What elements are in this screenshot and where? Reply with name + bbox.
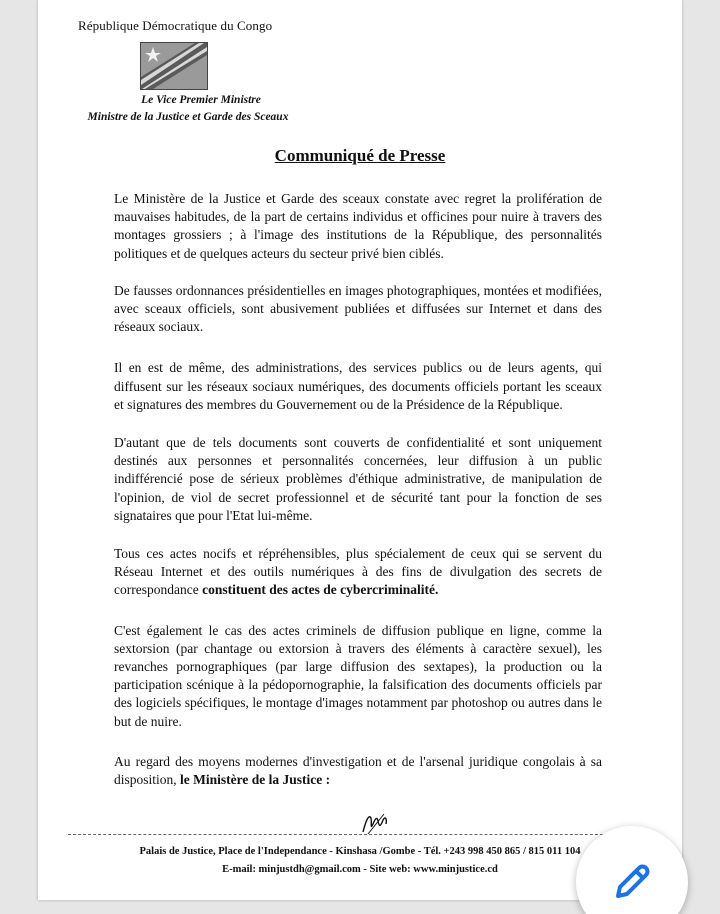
paragraph-1: Le Ministère de la Justice et Garde des sceaux constate avec regret la prolifération de mauvaises habitudes, de la part de certains individus et officines pour nuire à travers des montages grossiers ; à l'image des institutions de la République, des personnalités politiques et de quelques acteurs du secteur privé bien ciblés.	[114, 191, 602, 261]
ministry-heading	[38, 92, 338, 126]
paragraph-7-bold: le Ministère de la Justice :	[180, 772, 331, 788]
footer-contact: E-mail: minjustdh@gmail.com - Site web: www.minjustice.cd	[222, 864, 498, 875]
footer-address: Palais de Justice, Place de l'Independance - Kinshasa /Gombe - Tél. +243 998 450 865 / 815 011 104	[139, 846, 581, 857]
document-body	[114, 190, 602, 807]
paragraph-5-bold: constituent des actes de cybercriminalité.	[202, 582, 439, 598]
paragraph-7-text: Au regard des moyens modernes d'investigation et de l'arsenal juridique congolais à sa disposition,	[114, 753, 602, 788]
paragraph-4: D'autant que de tels documents sont couverts de confidentialité et sont uniquement destinés aux personnes et personnalités concernées, leur diffusion à un public indifférencié pose de sérieux problèmes d'éthique administrative, de manipulation de l'opinion, de viol de secret professionnel et de sécurité tant pour la fonction de ses signataires que pour l'Etat lui-même.	[114, 435, 602, 523]
page-title: Communiqué de Presse	[274, 146, 446, 165]
ministry-line-2: Ministre de la Justice et Garde des Sceaux	[87, 111, 289, 123]
drc-flag-icon	[140, 42, 208, 90]
paragraph-3: Il en est de même, des administrations, des services publics ou de leurs agents, qui diffusent sur les réseaux sociaux numériques, des documents officiels portant les sceaux et signatures des membres du Gouvernement ou de la Présidence de la République.	[114, 360, 602, 412]
document-page	[38, 0, 682, 900]
country-heading: République Démocratique du Congo	[78, 18, 273, 33]
paragraph-5	[114, 545, 602, 600]
handwritten-signature	[360, 810, 390, 843]
footer-divider	[68, 834, 628, 835]
paragraph-7	[114, 753, 602, 789]
paragraph-2: De fausses ordonnances présidentielles en images photographiques, montées et modifiées, avec sceaux officiels, sont abusivement publiées et diffusées sur Internet et dans des réseaux sociaux.	[114, 282, 602, 335]
ministry-line-1: Le Vice Premier Ministre	[141, 94, 261, 106]
paragraph-5-text: Tous ces actes nocifs et répréhensibles, plus spécialement de ceux qui se servent du Réseau Internet et des outils numériques à des fins de divulgation des secrets de correspondance	[114, 546, 602, 598]
pencil-edit-icon	[612, 862, 652, 902]
paragraph-6: C'est également le cas des actes criminels de diffusion publique en ligne, comme la sextorsion (par chantage ou extorsion à travers des éléments à caractère sexuel), les revanches pornographiques (par large diffusion des sextapes), la production ou la participation scénique à la pédopornographie, la falsification des documents officiels par des logiciels spécifiques, le montage d'images notamment par photoshop ou autres dans le but de nuire.	[114, 622, 602, 729]
